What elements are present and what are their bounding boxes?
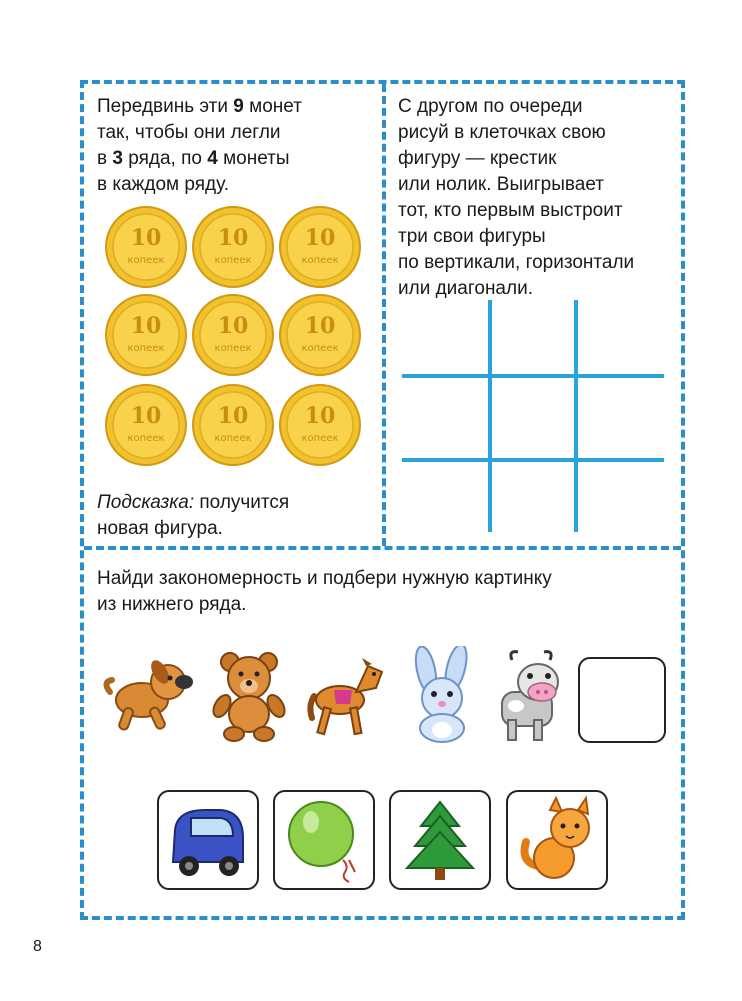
horse-icon <box>306 656 388 742</box>
teddy-bear-icon <box>208 650 290 742</box>
choice-balloon[interactable] <box>273 790 375 890</box>
grid-line <box>488 300 492 532</box>
tictactoe-line: С другом по очереди <box>398 96 583 117</box>
coin[interactable] <box>278 293 362 377</box>
coin[interactable] <box>278 383 362 467</box>
coin[interactable] <box>191 205 275 289</box>
pattern-task-line: Найди закономерность и подбери нужную картинку <box>97 568 552 589</box>
tictactoe-line: или нолик. Выигрывает <box>398 174 604 195</box>
coins-task-line: так, чтобы они легли <box>97 122 281 143</box>
coin-value: 10 <box>130 403 162 429</box>
fir-tree-icon <box>391 792 489 888</box>
coin-value: 10 <box>304 225 336 251</box>
tictactoe-line: по вертикали, горизонтали <box>398 252 635 273</box>
coin-label: копеек <box>214 433 252 444</box>
coins-task-line: в каждом ряду. <box>97 174 229 195</box>
coin-label: копеек <box>127 343 165 354</box>
coin-label: копеек <box>127 433 165 444</box>
hint-label: Подсказка: <box>97 492 195 513</box>
coins-task-line: в <box>97 148 113 169</box>
coin-value: 10 <box>304 403 336 429</box>
coin-label: копеек <box>214 343 252 354</box>
coin-value: 10 <box>217 403 249 429</box>
vertical-divider <box>382 84 386 546</box>
coins-task-line: монеты <box>217 148 290 169</box>
hint-line: получится <box>194 492 290 513</box>
coin-label: копеек <box>301 255 339 266</box>
bunny-icon <box>400 646 484 744</box>
coin[interactable] <box>104 205 188 289</box>
cow-icon <box>494 648 570 744</box>
tictactoe-line: рисуй в клеточках свою <box>398 122 606 143</box>
hint-line: новая фигура. <box>97 518 223 539</box>
coin-value: 10 <box>304 313 336 339</box>
hint-text <box>97 490 367 542</box>
coin[interactable] <box>278 205 362 289</box>
coin-value: 10 <box>130 313 162 339</box>
coin-label: копеек <box>301 343 339 354</box>
tictactoe-line: фигуру — крестик <box>398 148 557 169</box>
coin[interactable] <box>191 383 275 467</box>
horizontal-divider <box>84 546 681 550</box>
coin[interactable] <box>191 293 275 377</box>
coin-grid <box>104 205 364 467</box>
coin[interactable] <box>104 293 188 377</box>
balloon-icon <box>275 792 373 888</box>
car-icon <box>159 792 257 888</box>
coin-value: 10 <box>217 313 249 339</box>
grid-line <box>574 300 578 532</box>
rows-count: 3 <box>112 148 123 169</box>
dog-icon <box>102 652 198 738</box>
coin-label: копеек <box>301 433 339 444</box>
cat-icon <box>508 792 606 888</box>
tictactoe-line: или диагонали. <box>398 278 533 299</box>
per-row-count: 4 <box>207 148 218 169</box>
answer-slot[interactable] <box>578 657 666 743</box>
tictactoe-line: три свои фигуры <box>398 226 546 247</box>
coins-count: 9 <box>233 96 244 117</box>
pattern-task-line: из нижнего ряда. <box>97 594 247 615</box>
coins-task-line: монет <box>243 96 302 117</box>
coin-label: копеек <box>214 255 252 266</box>
tictactoe-task-text <box>398 94 678 302</box>
coin-label: копеек <box>127 255 165 266</box>
choice-cat[interactable] <box>506 790 608 890</box>
coin-value: 10 <box>130 225 162 251</box>
coin[interactable] <box>104 383 188 467</box>
choice-car[interactable] <box>157 790 259 890</box>
page-number: 8 <box>33 938 42 955</box>
tictactoe-grid[interactable] <box>402 300 664 532</box>
coins-task-line: Передвинь эти <box>97 96 234 117</box>
coins-task-text <box>97 94 367 198</box>
pattern-task-text <box>97 566 677 618</box>
grid-line <box>402 374 664 378</box>
coins-task-line: ряда, по <box>122 148 208 169</box>
choice-tree[interactable] <box>389 790 491 890</box>
grid-line <box>402 458 664 462</box>
tictactoe-line: тот, кто первым выстроит <box>398 200 623 221</box>
coin-value: 10 <box>217 225 249 251</box>
